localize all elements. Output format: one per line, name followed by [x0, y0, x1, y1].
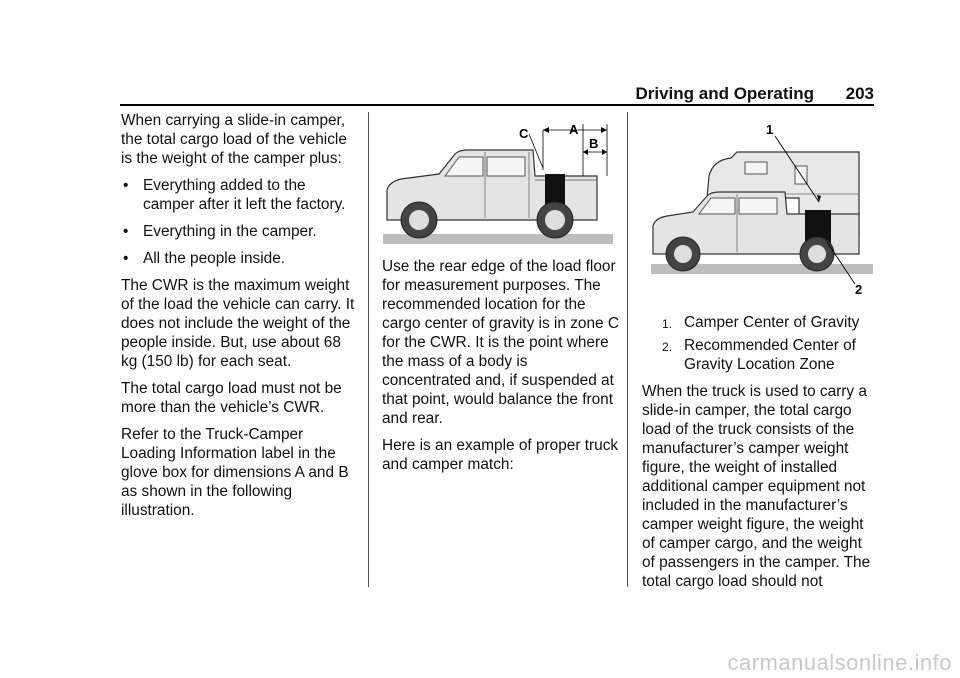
legend-text: Camper Center of Gravity — [684, 314, 860, 331]
column-divider-right — [627, 112, 628, 587]
left-column — [121, 111, 359, 528]
camper-load-paragraph: When the truck is used to carry a slide-in camper, the total cargo load of the truck consists of the manufacturer’s camper weight figure, the weight of installed additional camper equipment not included in the manufacturer’s camper weight figure, the weight of camper cargo, and the weight of passengers in the camper. The total cargo load should not — [642, 383, 871, 590]
label-reference-paragraph: Refer to the Truck-Camper Loading Information label in the glove box for dimensions A and B as shown in the following illustration. — [121, 426, 349, 519]
legend-item — [642, 313, 878, 332]
legend-item — [642, 336, 878, 374]
bullet-dot: • — [123, 177, 129, 194]
label-1: 1 — [766, 124, 774, 137]
bullet-item: • Everything in the camper. — [123, 223, 317, 240]
label-a: A — [569, 124, 579, 137]
label-2: 2 — [855, 282, 863, 294]
middle-column — [382, 257, 620, 482]
legend-text: Recommended Center of Gravity Location Zone — [684, 337, 856, 373]
measurement-paragraph: Use the rear edge of the load floor for measurement purposes. The recommended location for the cargo center of gravity is in zone C for the CWR. It is the point where the mass of a body is concentrated and, if suspended at that point, would balance the front and rear. — [382, 258, 619, 427]
watermark: carmanualsonline.info — [727, 650, 952, 675]
truck-dimensions-illustration — [383, 124, 613, 246]
label-c: C — [519, 126, 529, 141]
section-title: Driving and Operating — [635, 84, 814, 103]
bullet-dot: • — [123, 223, 129, 240]
bullet-item: • Everything added to the camper after it left the factory. — [123, 177, 346, 213]
label-b: B — [589, 136, 599, 151]
right-column — [642, 313, 878, 599]
example-paragraph: Here is an example of proper truck and camper match: — [382, 437, 619, 473]
bullet-item: • All the people inside. — [123, 250, 286, 267]
legend-number: 1. — [662, 317, 673, 331]
cwr-paragraph: The CWR is the maximum weight of the load the vehicle can carry. It does not include the weight of the people inside. But, use about 68 kg (150 lb) for each seat. — [121, 277, 355, 370]
bullet-dot: • — [123, 250, 129, 267]
header-rule — [120, 104, 874, 106]
intro-paragraph: When carrying a slide-in camper, the total cargo load of the vehicle is the weight of the camper plus: — [121, 112, 347, 167]
cargo-limit-paragraph: The total cargo load must not be more than the vehicle’s CWR. — [121, 380, 342, 416]
page-number: 203 — [845, 84, 874, 103]
truck-camper-illustration — [649, 124, 875, 294]
column-divider-left — [368, 112, 369, 587]
legend-number: 2. — [662, 340, 673, 354]
